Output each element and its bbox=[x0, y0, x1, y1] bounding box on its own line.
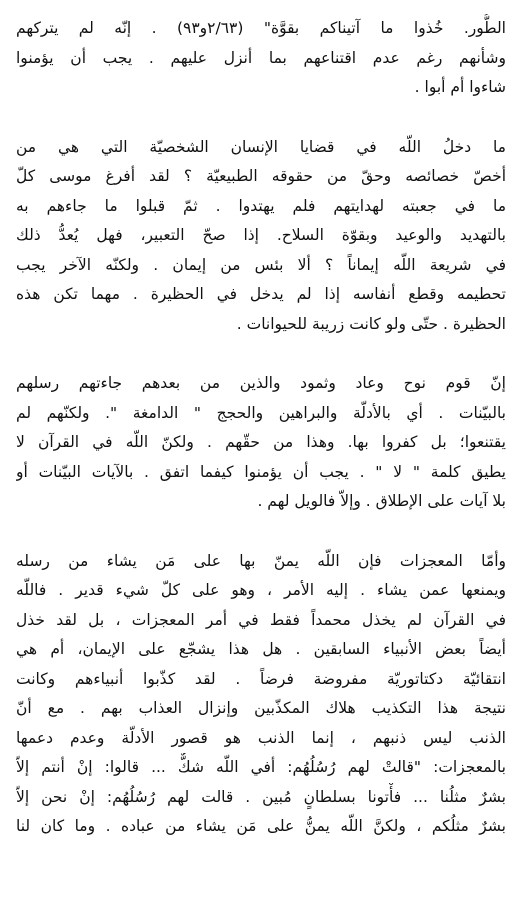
text-line: الطُّور. خُذوا ما آتيناكم بقوَّة" (٢/٦٣و٩٣) . إنّه لم يتركهم bbox=[16, 19, 506, 37]
text-line: إنّ قوم نوح وعاد وثمود والذين من بعدهم جاءتهم رسلهم bbox=[16, 374, 506, 392]
text-line: يطيق كلمة " لا " . يجب أن يؤمنوا كيفما اتفق . بالآيات البيّنات أو bbox=[16, 462, 506, 481]
text-line: أيضاً بعض الأنبياء السابقين . هل هذا يشجّع على الإيمان، أم هي bbox=[16, 640, 506, 658]
paragraph-2 bbox=[16, 133, 506, 340]
text-line: بالبيّنات . أي بالأدلّة والبراهين والحجج " الدامغة ". ولكنّهم لم bbox=[16, 403, 506, 422]
text-line: بشرٌ مثلُنا ... فأْتونا بسلطانٍ مُبين . قالت لهم رُسُلُهُم: إنْ نحن إلاّ bbox=[16, 787, 506, 806]
paragraph-gap bbox=[16, 103, 506, 133]
text-line: انتقائيّة دكتاتوريّة مفروضة فرضاً . لقد كذّبوا أنبياءهم وكانت bbox=[16, 669, 506, 688]
text-line: وأمّا المعجزات فإن اللّه يمنّ بها على مَن يشاء من رسله bbox=[16, 551, 506, 570]
text-line: بالمعجزات: "قالتْ لهم رُسُلُهُم: أفي اللّه شكٌّ ... قالوا: إنْ أنتم إلاّ bbox=[16, 758, 506, 776]
text-line: يقتنعوا؛ بل كفروا بها. وهذا من حقّهم . ولكنّ اللّه في القرآن لا bbox=[16, 433, 506, 451]
text-line: الذنب ليس ذنبهم ، إنما الذنب هو قصور الأدلّة وعدم دعمها bbox=[16, 728, 506, 747]
paragraph-1 bbox=[16, 14, 506, 103]
paragraph-gap bbox=[16, 339, 506, 369]
text-line: نتيجة هذا التكذيب هلاك المكذّبين وإنزال العذاب بهم . مع أنّ bbox=[16, 699, 506, 717]
text-line: في القرآن لم يخذل محمداً فقط في أمر المعجزات ، بل لقد خذل bbox=[16, 610, 506, 629]
text-line: ويمنعها عمن يشاء . إليه الأمر ، وهو على كلّ شيء قدير . فاللّه bbox=[16, 581, 506, 599]
text-line: تحطيمه وقطع أنفاسه إذا لم يدخل في الحظيرة . مهما تكن هذه bbox=[16, 285, 506, 303]
text-line: في شريعة اللّه إيماناً ؟ ألا بئس من إيمان . ولكنّه الآخر يجب bbox=[16, 255, 506, 274]
paragraph-gap bbox=[16, 517, 506, 547]
text-line: ما في جعبته لهدايتهم فلم يهتدوا . ثمّ قبلوا ما جاءهم به bbox=[16, 196, 506, 215]
text-line: وشأنهم رغم عدم اقتناعهم بما أنزل عليهم . يجب أن يؤمنوا bbox=[16, 48, 506, 67]
text-line: بشرٌ مثلُكم ، ولكنَّ اللّه يمنُّ على مَن يشاء من عباده . وما كان لنا bbox=[16, 817, 506, 835]
paragraph-3 bbox=[16, 369, 506, 517]
text-line: أخصّ خصائصه وحقّ من حقوقه الطبيعيّة ؟ لقد أفرغ موسى كلّ bbox=[16, 167, 506, 185]
text-line: الحظيرة . حتّى ولو كانت زريبة للحيوانات . bbox=[236, 314, 506, 333]
text-line: بالتهديد والوعيد وبقوّة السلاح. إذا صحّ التعبير، فهل يُعدُّ ذلك bbox=[16, 226, 506, 244]
text-line: ما دخلُ اللّه في قضايا الإنسان الشخصيّة التي هي من bbox=[16, 137, 506, 156]
text-line: شاءوا أم أبوا . bbox=[414, 78, 506, 96]
paragraph-4 bbox=[16, 547, 506, 842]
text-line: بلا آيات على الإطلاق . وإلاّ فالويل لهم . bbox=[257, 492, 506, 510]
